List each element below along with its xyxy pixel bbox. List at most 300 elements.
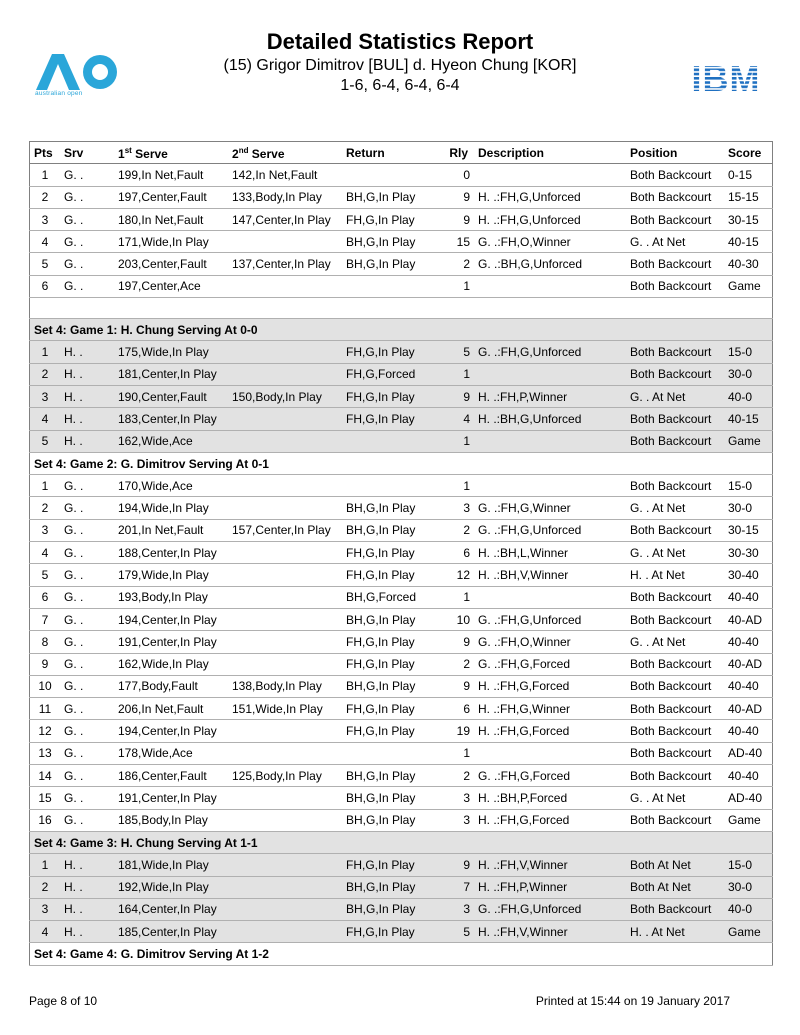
cell-position: Both Backcourt — [626, 809, 724, 831]
cell-second-serve: 150,Body,In Play — [228, 385, 342, 407]
cell-position: Both Backcourt — [626, 698, 724, 720]
cell-first-serve: 177,Body,Fault — [114, 675, 228, 697]
table-row — [30, 408, 773, 430]
cell-pts: 4 — [30, 408, 61, 430]
table-row — [30, 921, 773, 943]
cell-second-serve — [228, 898, 342, 920]
cell-position: Both Backcourt — [626, 675, 724, 697]
table-row — [30, 765, 773, 787]
cell-return: FH,G,In Play — [342, 542, 442, 564]
cell-pts: 9 — [30, 653, 61, 675]
cell-pts: 16 — [30, 809, 61, 831]
cell-score: 0-15 — [724, 164, 773, 186]
cell-second-serve — [228, 231, 342, 253]
table-row — [30, 564, 773, 586]
cell-description: G. .:FH,G,Winner — [474, 497, 626, 519]
cell-pts: 12 — [30, 720, 61, 742]
cell-return: FH,G,In Play — [342, 921, 442, 943]
cell-position: G. . At Net — [626, 385, 724, 407]
cell-pts: 3 — [30, 385, 61, 407]
cell-score: 30-40 — [724, 564, 773, 586]
cell-rly: 2 — [442, 653, 474, 675]
cell-description: G. .:FH,O,Winner — [474, 631, 626, 653]
cell-second-serve — [228, 608, 342, 630]
table-row — [30, 385, 773, 407]
cell-first-serve: 199,In Net,Fault — [114, 164, 228, 186]
cell-srv: H. . — [60, 921, 114, 943]
cell-srv: G. . — [60, 631, 114, 653]
cell-srv: G. . — [60, 253, 114, 275]
game-header-label: Set 4: Game 1: H. Chung Serving At 0-0 — [30, 319, 773, 341]
cell-position: G. . At Net — [626, 231, 724, 253]
cell-srv: H. . — [60, 408, 114, 430]
cell-rly: 9 — [442, 675, 474, 697]
cell-description — [474, 475, 626, 497]
table-row — [30, 363, 773, 385]
cell-score: 30-15 — [724, 519, 773, 541]
cell-rly: 9 — [442, 385, 474, 407]
cell-position: Both Backcourt — [626, 765, 724, 787]
cell-position: Both Backcourt — [626, 742, 724, 764]
match-title: (15) Grigor Dimitrov [BUL] d. Hyeon Chung [KOR] — [223, 57, 577, 74]
cell-score: 30-0 — [724, 876, 773, 898]
table-row — [30, 809, 773, 831]
cell-pts: 8 — [30, 631, 61, 653]
cell-return: FH,G,In Play — [342, 698, 442, 720]
cell-pts: 4 — [30, 231, 61, 253]
cell-rly: 1 — [442, 363, 474, 385]
cell-first-serve: 175,Wide,In Play — [114, 341, 228, 363]
cell-srv: G. . — [60, 698, 114, 720]
cell-rly: 3 — [442, 497, 474, 519]
cell-second-serve — [228, 586, 342, 608]
cell-pts: 3 — [30, 898, 61, 920]
cell-second-serve: 142,In Net,Fault — [228, 164, 342, 186]
cell-score: 40-40 — [724, 675, 773, 697]
cell-second-serve — [228, 742, 342, 764]
cell-return — [342, 275, 442, 297]
cell-pts: 6 — [30, 586, 61, 608]
cell-score: 40-AD — [724, 653, 773, 675]
cell-description: H. .:FH,G,Unforced — [474, 208, 626, 230]
cell-score: 40-AD — [724, 698, 773, 720]
cell-return — [342, 164, 442, 186]
cell-first-serve: 193,Body,In Play — [114, 586, 228, 608]
cell-first-serve: 191,Center,In Play — [114, 631, 228, 653]
cell-pts: 3 — [30, 519, 61, 541]
cell-second-serve — [228, 430, 342, 452]
cell-second-serve: 133,Body,In Play — [228, 186, 342, 208]
col-second-serve: 2nd Serve — [228, 142, 342, 164]
col-first-serve: 1st Serve — [114, 142, 228, 164]
ibm-logo-icon — [686, 60, 766, 94]
cell-first-serve: 194,Center,In Play — [114, 608, 228, 630]
game-header-row — [30, 943, 773, 965]
cell-description — [474, 586, 626, 608]
cell-srv: G. . — [60, 787, 114, 809]
cell-pts: 5 — [30, 253, 61, 275]
cell-description: G. .:FH,G,Unforced — [474, 341, 626, 363]
cell-pts: 2 — [30, 363, 61, 385]
cell-rly: 19 — [442, 720, 474, 742]
statistics-table — [29, 141, 773, 966]
col-pts: Pts — [30, 142, 61, 164]
cell-position: H. . At Net — [626, 564, 724, 586]
cell-second-serve — [228, 275, 342, 297]
cell-srv: H. . — [60, 385, 114, 407]
report-title: Detailed Statistics Report — [266, 29, 534, 54]
cell-score: 40-40 — [724, 631, 773, 653]
table-row — [30, 608, 773, 630]
cell-score: 15-0 — [724, 854, 773, 876]
table-row — [30, 542, 773, 564]
cell-srv: H. . — [60, 363, 114, 385]
cell-first-serve: 162,Wide,In Play — [114, 653, 228, 675]
cell-description: G. .:FH,G,Unforced — [474, 898, 626, 920]
cell-first-serve: 183,Center,In Play — [114, 408, 228, 430]
cell-rly: 3 — [442, 809, 474, 831]
cell-pts: 3 — [30, 208, 61, 230]
cell-second-serve: 125,Body,In Play — [228, 765, 342, 787]
cell-rly: 0 — [442, 164, 474, 186]
cell-first-serve: 178,Wide,Ace — [114, 742, 228, 764]
cell-rly: 1 — [442, 742, 474, 764]
match-score: 1-6, 6-4, 6-4, 6-4 — [340, 77, 460, 94]
cell-position: G. . At Net — [626, 631, 724, 653]
cell-description: G. .:FH,G,Unforced — [474, 608, 626, 630]
cell-pts: 5 — [30, 564, 61, 586]
cell-description: H. .:FH,P,Winner — [474, 385, 626, 407]
cell-rly: 9 — [442, 631, 474, 653]
cell-first-serve: 194,Wide,In Play — [114, 497, 228, 519]
cell-second-serve — [228, 787, 342, 809]
cell-description — [474, 363, 626, 385]
table-row — [30, 430, 773, 452]
cell-srv: G. . — [60, 208, 114, 230]
cell-description: H. .:FH,G,Unforced — [474, 186, 626, 208]
cell-score: 30-0 — [724, 497, 773, 519]
table-row — [30, 586, 773, 608]
cell-srv: G. . — [60, 720, 114, 742]
table-spacer-row — [30, 298, 773, 319]
cell-position: Both Backcourt — [626, 653, 724, 675]
cell-description: H. .:BH,G,Unforced — [474, 408, 626, 430]
cell-description — [474, 430, 626, 452]
game-header-row — [30, 319, 773, 341]
cell-score: 40-40 — [724, 720, 773, 742]
cell-return: FH,G,In Play — [342, 720, 442, 742]
cell-score: 30-30 — [724, 542, 773, 564]
cell-rly: 3 — [442, 787, 474, 809]
col-srv: Srv — [60, 142, 114, 164]
cell-second-serve — [228, 341, 342, 363]
cell-description — [474, 742, 626, 764]
cell-rly: 9 — [442, 186, 474, 208]
cell-rly: 10 — [442, 608, 474, 630]
cell-position: Both Backcourt — [626, 164, 724, 186]
cell-pts: 1 — [30, 475, 61, 497]
cell-first-serve: 179,Wide,In Play — [114, 564, 228, 586]
cell-srv: G. . — [60, 519, 114, 541]
cell-pts: 1 — [30, 164, 61, 186]
cell-score: 40-40 — [724, 765, 773, 787]
cell-srv: G. . — [60, 186, 114, 208]
cell-position: Both Backcourt — [626, 898, 724, 920]
cell-position: Both Backcourt — [626, 608, 724, 630]
cell-srv: G. . — [60, 542, 114, 564]
table-row — [30, 720, 773, 742]
cell-description: H. .:BH,P,Forced — [474, 787, 626, 809]
table-row — [30, 253, 773, 275]
cell-pts: 1 — [30, 341, 61, 363]
cell-return: FH,G,In Play — [342, 341, 442, 363]
australian-open-logo-icon — [34, 52, 124, 106]
cell-second-serve: 151,Wide,In Play — [228, 698, 342, 720]
cell-return: BH,G,In Play — [342, 787, 442, 809]
cell-pts: 2 — [30, 876, 61, 898]
cell-position: Both Backcourt — [626, 475, 724, 497]
table-row — [30, 208, 773, 230]
cell-position: G. . At Net — [626, 497, 724, 519]
cell-return: BH,G,In Play — [342, 608, 442, 630]
cell-position: Both Backcourt — [626, 253, 724, 275]
table-header-row — [30, 142, 773, 164]
table-row — [30, 854, 773, 876]
game-header-label: Set 4: Game 2: G. Dimitrov Serving At 0-1 — [30, 452, 773, 474]
cell-rly: 1 — [442, 275, 474, 297]
cell-srv: H. . — [60, 854, 114, 876]
cell-srv: G. . — [60, 564, 114, 586]
cell-srv: G. . — [60, 164, 114, 186]
cell-score: 15-0 — [724, 475, 773, 497]
cell-description: H. .:BH,L,Winner — [474, 542, 626, 564]
cell-srv: H. . — [60, 430, 114, 452]
cell-score: 40-0 — [724, 385, 773, 407]
printed-timestamp: Printed at 15:44 on 19 January 2017 — [535, 994, 730, 1008]
cell-pts: 10 — [30, 675, 61, 697]
cell-return: FH,G,In Play — [342, 385, 442, 407]
cell-return: BH,G,Forced — [342, 586, 442, 608]
cell-score: 30-0 — [724, 363, 773, 385]
cell-srv: G. . — [60, 275, 114, 297]
cell-return: FH,G,In Play — [342, 408, 442, 430]
table-row — [30, 653, 773, 675]
cell-return: FH,G,In Play — [342, 854, 442, 876]
cell-second-serve — [228, 408, 342, 430]
cell-rly: 7 — [442, 876, 474, 898]
table-row — [30, 519, 773, 541]
cell-return — [342, 742, 442, 764]
cell-first-serve: 170,Wide,Ace — [114, 475, 228, 497]
cell-score: 40-15 — [724, 231, 773, 253]
cell-score: 30-15 — [724, 208, 773, 230]
cell-second-serve — [228, 809, 342, 831]
cell-position: Both At Net — [626, 876, 724, 898]
cell-score: 40-0 — [724, 898, 773, 920]
cell-first-serve: 191,Center,In Play — [114, 787, 228, 809]
cell-score: Game — [724, 809, 773, 831]
cell-description: G. .:FH,O,Winner — [474, 231, 626, 253]
cell-second-serve — [228, 854, 342, 876]
cell-description: H. .:FH,G,Forced — [474, 720, 626, 742]
cell-pts: 1 — [30, 854, 61, 876]
cell-rly: 9 — [442, 208, 474, 230]
cell-score: AD-40 — [724, 742, 773, 764]
cell-position: H. . At Net — [626, 921, 724, 943]
cell-description: H. .:FH,P,Winner — [474, 876, 626, 898]
cell-srv: G. . — [60, 765, 114, 787]
report-header — [0, 0, 800, 130]
cell-position: Both At Net — [626, 854, 724, 876]
cell-position: Both Backcourt — [626, 408, 724, 430]
cell-pts: 13 — [30, 742, 61, 764]
cell-position: Both Backcourt — [626, 186, 724, 208]
cell-srv: G. . — [60, 475, 114, 497]
table-row — [30, 876, 773, 898]
cell-first-serve: 203,Center,Fault — [114, 253, 228, 275]
cell-return: FH,G,In Play — [342, 631, 442, 653]
cell-pts: 5 — [30, 430, 61, 452]
table-row — [30, 164, 773, 186]
cell-first-serve: 185,Body,In Play — [114, 809, 228, 831]
cell-position: Both Backcourt — [626, 720, 724, 742]
cell-description: G. .:BH,G,Unforced — [474, 253, 626, 275]
cell-score: AD-40 — [724, 787, 773, 809]
game-header-label: Set 4: Game 3: H. Chung Serving At 1-1 — [30, 831, 773, 853]
cell-rly: 4 — [442, 408, 474, 430]
game-header-row — [30, 831, 773, 853]
cell-return: FH,G,In Play — [342, 653, 442, 675]
cell-description: H. .:BH,V,Winner — [474, 564, 626, 586]
cell-second-serve: 157,Center,In Play — [228, 519, 342, 541]
cell-rly: 2 — [442, 519, 474, 541]
table-row — [30, 275, 773, 297]
col-description: Description — [474, 142, 626, 164]
cell-srv: G. . — [60, 742, 114, 764]
cell-position: G. . At Net — [626, 542, 724, 564]
cell-second-serve: 137,Center,In Play — [228, 253, 342, 275]
cell-position: Both Backcourt — [626, 275, 724, 297]
cell-return — [342, 430, 442, 452]
table-row — [30, 475, 773, 497]
cell-first-serve: 181,Wide,In Play — [114, 854, 228, 876]
cell-rly: 15 — [442, 231, 474, 253]
game-header-row — [30, 452, 773, 474]
cell-return: BH,G,In Play — [342, 898, 442, 920]
cell-first-serve: 162,Wide,Ace — [114, 430, 228, 452]
cell-description: H. .:FH,V,Winner — [474, 854, 626, 876]
cell-first-serve: 197,Center,Ace — [114, 275, 228, 297]
cell-srv: G. . — [60, 586, 114, 608]
table-row — [30, 497, 773, 519]
cell-srv: H. . — [60, 898, 114, 920]
cell-position: Both Backcourt — [626, 519, 724, 541]
cell-rly: 6 — [442, 698, 474, 720]
cell-position: Both Backcourt — [626, 363, 724, 385]
cell-pts: 2 — [30, 186, 61, 208]
cell-srv: G. . — [60, 608, 114, 630]
cell-srv: H. . — [60, 876, 114, 898]
cell-return: BH,G,In Play — [342, 253, 442, 275]
cell-description — [474, 164, 626, 186]
cell-position: Both Backcourt — [626, 208, 724, 230]
cell-second-serve — [228, 921, 342, 943]
svg-text:IBM: IBM — [691, 60, 761, 94]
cell-return: FH,G,In Play — [342, 208, 442, 230]
page-number: Page 8 of 10 — [29, 994, 98, 1008]
table-row — [30, 787, 773, 809]
table-row — [30, 231, 773, 253]
cell-pts: 7 — [30, 608, 61, 630]
cell-srv: G. . — [60, 497, 114, 519]
cell-description: H. .:FH,G,Forced — [474, 809, 626, 831]
title-block — [140, 28, 660, 96]
cell-score: Game — [724, 921, 773, 943]
cell-score: Game — [724, 430, 773, 452]
cell-rly: 5 — [442, 341, 474, 363]
col-return: Return — [342, 142, 442, 164]
cell-pts: 14 — [30, 765, 61, 787]
cell-return: BH,G,In Play — [342, 809, 442, 831]
cell-second-serve — [228, 876, 342, 898]
cell-score: 40-AD — [724, 608, 773, 630]
cell-score: 40-30 — [724, 253, 773, 275]
cell-position: Both Backcourt — [626, 430, 724, 452]
cell-score: 40-15 — [724, 408, 773, 430]
cell-rly: 2 — [442, 253, 474, 275]
table-row — [30, 898, 773, 920]
cell-rly: 1 — [442, 430, 474, 452]
cell-rly: 9 — [442, 854, 474, 876]
cell-second-serve — [228, 363, 342, 385]
cell-first-serve: 206,In Net,Fault — [114, 698, 228, 720]
cell-position: Both Backcourt — [626, 341, 724, 363]
cell-second-serve — [228, 720, 342, 742]
cell-description — [474, 275, 626, 297]
cell-first-serve: 197,Center,Fault — [114, 186, 228, 208]
cell-return: FH,G,Forced — [342, 363, 442, 385]
cell-first-serve: 201,In Net,Fault — [114, 519, 228, 541]
cell-second-serve: 147,Center,In Play — [228, 208, 342, 230]
cell-pts: 6 — [30, 275, 61, 297]
australian-open-logo-text: australian open — [35, 90, 83, 97]
cell-first-serve: 180,In Net,Fault — [114, 208, 228, 230]
cell-rly: 6 — [442, 542, 474, 564]
cell-rly: 3 — [442, 898, 474, 920]
cell-return: BH,G,In Play — [342, 765, 442, 787]
cell-second-serve — [228, 542, 342, 564]
col-rly: Rly — [442, 142, 474, 164]
col-score: Score — [724, 142, 773, 164]
cell-return: FH,G,In Play — [342, 564, 442, 586]
cell-rly: 5 — [442, 921, 474, 943]
col-position: Position — [626, 142, 724, 164]
cell-pts: 4 — [30, 921, 61, 943]
cell-score: Game — [724, 275, 773, 297]
table-row — [30, 742, 773, 764]
cell-score: 15-15 — [724, 186, 773, 208]
cell-pts: 2 — [30, 497, 61, 519]
cell-pts: 4 — [30, 542, 61, 564]
table-row — [30, 698, 773, 720]
cell-return: BH,G,In Play — [342, 231, 442, 253]
cell-first-serve: 181,Center,In Play — [114, 363, 228, 385]
cell-srv: G. . — [60, 675, 114, 697]
cell-return: BH,G,In Play — [342, 519, 442, 541]
cell-return: BH,G,In Play — [342, 186, 442, 208]
cell-description: G. .:FH,G,Forced — [474, 653, 626, 675]
table-body — [30, 164, 773, 965]
